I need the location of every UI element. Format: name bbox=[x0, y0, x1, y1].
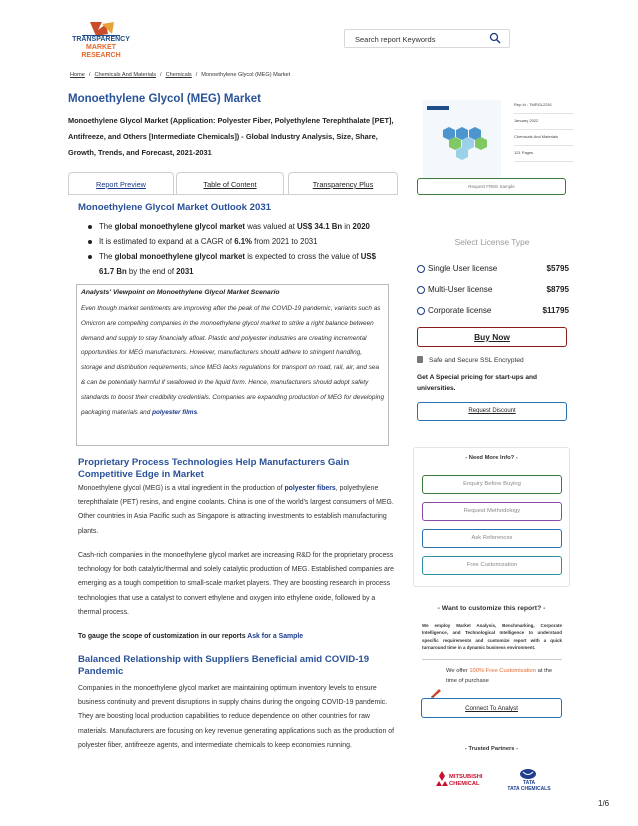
tata-line1: TATA bbox=[522, 780, 536, 786]
ask-for-sample-link[interactable]: Ask for a Sample bbox=[247, 633, 304, 640]
tata-line2: TATA CHEMICALS bbox=[507, 785, 551, 792]
polyester-fibers-link[interactable]: polyester fibers bbox=[284, 485, 336, 492]
bullet-value: 6.1% bbox=[234, 237, 252, 246]
bullet-year: 2020 bbox=[352, 222, 370, 231]
breadcrumb-current: Monoethylene Glycol (MEG) Market bbox=[201, 72, 291, 78]
ssl-text: Safe and Secure SSL Encrypted bbox=[429, 357, 524, 364]
page-number: 1/6 bbox=[598, 799, 610, 808]
outlook-bullet bbox=[88, 219, 388, 234]
offer-highlight: 100% Free Customisation bbox=[469, 668, 537, 674]
license-price: $11795 bbox=[542, 306, 569, 315]
ask-references-button[interactable]: Ask References bbox=[422, 529, 562, 548]
license-option-corporate[interactable] bbox=[417, 306, 569, 318]
offer-text: We offer bbox=[446, 668, 470, 674]
connect-to-analyst-button[interactable]: Connect To Analyst bbox=[421, 698, 562, 718]
report-category: Chemicals And Materials bbox=[514, 132, 574, 146]
bullet-text: is expected to cross the value of bbox=[245, 252, 361, 261]
outlook-bullets bbox=[88, 219, 388, 279]
radio-icon[interactable] bbox=[417, 265, 425, 273]
enquiry-before-buying-button[interactable]: Enquiry Before Buying bbox=[422, 475, 562, 494]
lock-icon bbox=[417, 356, 423, 363]
breadcrumb-home[interactable]: Home bbox=[70, 72, 85, 78]
breadcrumb-category[interactable]: Chemicals And Materials bbox=[94, 72, 157, 78]
analyst-text: Even though market sentiments are improving after the peak of the COVID-19 pandemic, variants such as Omicron are compelling companies in the monoethylene glycol market to strike a right balance between demand and supply to stay financially afloat. Plastic and polyester industries are creating incremental opportunities for MEG manufacturers. However, manufacturers should adhere to stringent handling, storage and distribution requirements, since MEG lacks regulations for transport on road, rail, air, and sea & can be potentially harmful if swallowed in the liquid form. Hence, manufacturers should adopt safety standards to boost their credibility credentials. Companies are expanding production of MEG for developing packaging materials and bbox=[81, 305, 385, 416]
license-name: Corporate license bbox=[428, 306, 492, 315]
customize-text: We employ Market Analysis, Benchmarking, Corporate Intelligence, and Technological Intelligence to understand specific requirements and customize report with a quick turnaround time in a dynamic business environment. bbox=[422, 623, 562, 650]
bullet-text: by the end of bbox=[126, 267, 177, 276]
request-discount-button[interactable]: Request Discount bbox=[417, 402, 567, 421]
pencil-icon bbox=[430, 688, 442, 698]
radio-icon[interactable] bbox=[417, 307, 425, 315]
report-subtitle: Monoethylene Glycol Market (Application: Polyester Fiber, Polyethylene Terephthalate [PET], Antifreeze, and Others [Intermediate Chemicals]) - Global Industry Analysis, Size, Share, Growth, Trends, and Forecast, 2021-2031 bbox=[68, 116, 394, 157]
page-title: Monoethylene Glycol (MEG) Market bbox=[68, 93, 261, 105]
tabs-divider bbox=[68, 194, 398, 195]
trusted-partners-title: - Trusted Partners - bbox=[464, 746, 519, 752]
license-title: Select License Type bbox=[454, 237, 530, 247]
license-price: $8795 bbox=[546, 285, 569, 294]
mitsubishi-line2: CHEMICAL bbox=[449, 780, 480, 787]
search-input[interactable]: Search report Keywords bbox=[344, 29, 510, 48]
analyst-viewpoint-box bbox=[76, 284, 389, 446]
bullet-year: 2031 bbox=[176, 267, 194, 276]
report-id: Rep Id : TMRGL2251 bbox=[514, 100, 574, 114]
request-sample-button[interactable]: Request FREE Sample bbox=[417, 178, 566, 195]
breadcrumb-separator: / bbox=[88, 72, 91, 78]
section3-paragraph-1: Companies in the monoethylene glycol market are maintaining optimum inventory levels to ensure business continuity and prevent disruptions in supply chains during the ongoing COVID-19 pandemic. They are boosting local production capabilities to reduce dependence on other countries for raw materials. Manufacturers are focusing on key revenue generating applications such as the production of polyester fiber, antifreeze agents, and intermediate chemicals to keep economies running. bbox=[78, 685, 395, 749]
bullet-text: from 2021 to 2031 bbox=[252, 237, 318, 246]
license-price: $5795 bbox=[546, 264, 569, 273]
polyester-films-link[interactable]: polyester films bbox=[152, 408, 198, 416]
customize-title: - Want to customize this report? - bbox=[437, 605, 546, 612]
tata-logo-text bbox=[506, 781, 552, 792]
logo-text bbox=[68, 36, 134, 60]
request-methodology-button[interactable]: Request Methodology bbox=[422, 502, 562, 521]
tab-report-preview[interactable]: Report Preview bbox=[68, 172, 174, 194]
section-heading-proprietary: Proprietary Process Technologies Help Manufacturers Gain Competitive Edge in Market bbox=[78, 457, 350, 480]
bullet-bold: global monoethylene glycol market bbox=[114, 252, 246, 261]
report-date: January 2022 bbox=[514, 116, 574, 130]
para-text: Monoethylene glycol (MEG) is a vital ingredient in the production of bbox=[78, 485, 285, 492]
analyst-end: . bbox=[197, 408, 199, 416]
license-option-single[interactable] bbox=[417, 264, 569, 276]
logo-line1: TRANSPARENCY bbox=[72, 36, 130, 43]
para-text: , polyethylene terephthalate (PET) resins, and engine coolants. China is one of the world's largest consumers of MEG. Other countries in Asia Pacific such as Singapore is attracting investments to establish manufacturing plants. bbox=[78, 485, 394, 535]
gauge-text: To gauge the scope of customization in our reports bbox=[78, 633, 248, 640]
report-cover-image bbox=[423, 100, 501, 178]
breadcrumb-separator: / bbox=[160, 72, 162, 78]
special-pricing-text: Get A Special pricing for start-ups and universities. bbox=[417, 374, 538, 392]
section-heading-balanced: Balanced Relationship with Suppliers Beneficial amid COVID-19 Pandemic bbox=[78, 654, 370, 677]
gauge-customization bbox=[78, 633, 303, 640]
buy-now-button[interactable]: Buy Now bbox=[417, 327, 567, 347]
tab-transparency-plus[interactable]: Transparency Plus bbox=[288, 172, 398, 194]
free-customisation-offer bbox=[446, 667, 558, 686]
outlook-bullet bbox=[88, 249, 388, 279]
bullet-bold: global monoethylene glycol market bbox=[114, 222, 246, 231]
need-more-info-title: - Need More Info? - bbox=[465, 455, 518, 461]
customize-divider bbox=[422, 659, 562, 660]
bullet-text: was valued at bbox=[245, 222, 298, 231]
offer-text: at the time of purchase bbox=[446, 668, 553, 684]
analyst-body bbox=[81, 302, 384, 420]
radio-icon[interactable] bbox=[417, 286, 425, 294]
ssl-note bbox=[417, 356, 524, 364]
mitsubishi-line1: MITSUBISHI bbox=[449, 774, 483, 780]
analyst-title: Analysts' Viewpoint on Monoethylene Glycol Market Scenario bbox=[81, 289, 280, 296]
bullet-text: The bbox=[99, 252, 115, 261]
bullet-value: US$ 34.1 Bn bbox=[297, 222, 343, 231]
section2-paragraph-1 bbox=[78, 482, 396, 539]
mitsubishi-logo-text bbox=[449, 774, 483, 787]
outlook-bullet bbox=[88, 234, 388, 249]
license-name: Multi-User license bbox=[428, 285, 493, 294]
license-name: Single User license bbox=[428, 264, 498, 273]
outlook-heading: Monoethylene Glycol Market Outlook 2031 bbox=[78, 202, 271, 213]
free-customization-button[interactable]: Free Customization bbox=[422, 556, 562, 575]
license-option-multi[interactable] bbox=[417, 285, 569, 297]
breadcrumb bbox=[70, 72, 290, 78]
bullet-text: It is estimated to expand at a CAGR of bbox=[99, 237, 235, 246]
bullet-value: US$ 61.7 Bn bbox=[99, 252, 376, 276]
breadcrumb-subcategory[interactable]: Chemicals bbox=[165, 72, 192, 78]
report-tabs bbox=[68, 172, 398, 194]
report-pages: 121 Pages bbox=[514, 148, 574, 162]
bullet-text: The bbox=[99, 222, 115, 231]
logo-line2: MARKET RESEARCH bbox=[81, 44, 121, 59]
breadcrumb-separator: / bbox=[195, 72, 198, 78]
bullet-text: in bbox=[342, 222, 353, 231]
section2-paragraph-2: Cash-rich companies in the monoethylene glycol market are increasing R&D for the proprietary process technology for both catalytic/thermal and solely catalytic production of MEG. Established companies are emerging as a tough competition to small-scale market players. They are boosting research in process technologies that use a catalyst to convert ethylene and oxygen into ethylene oxide, followed by a thermal process. bbox=[78, 552, 394, 616]
search-icon[interactable] bbox=[489, 32, 501, 44]
tab-table-of-content[interactable]: Table of Content bbox=[176, 172, 284, 194]
report-meta bbox=[514, 100, 574, 164]
